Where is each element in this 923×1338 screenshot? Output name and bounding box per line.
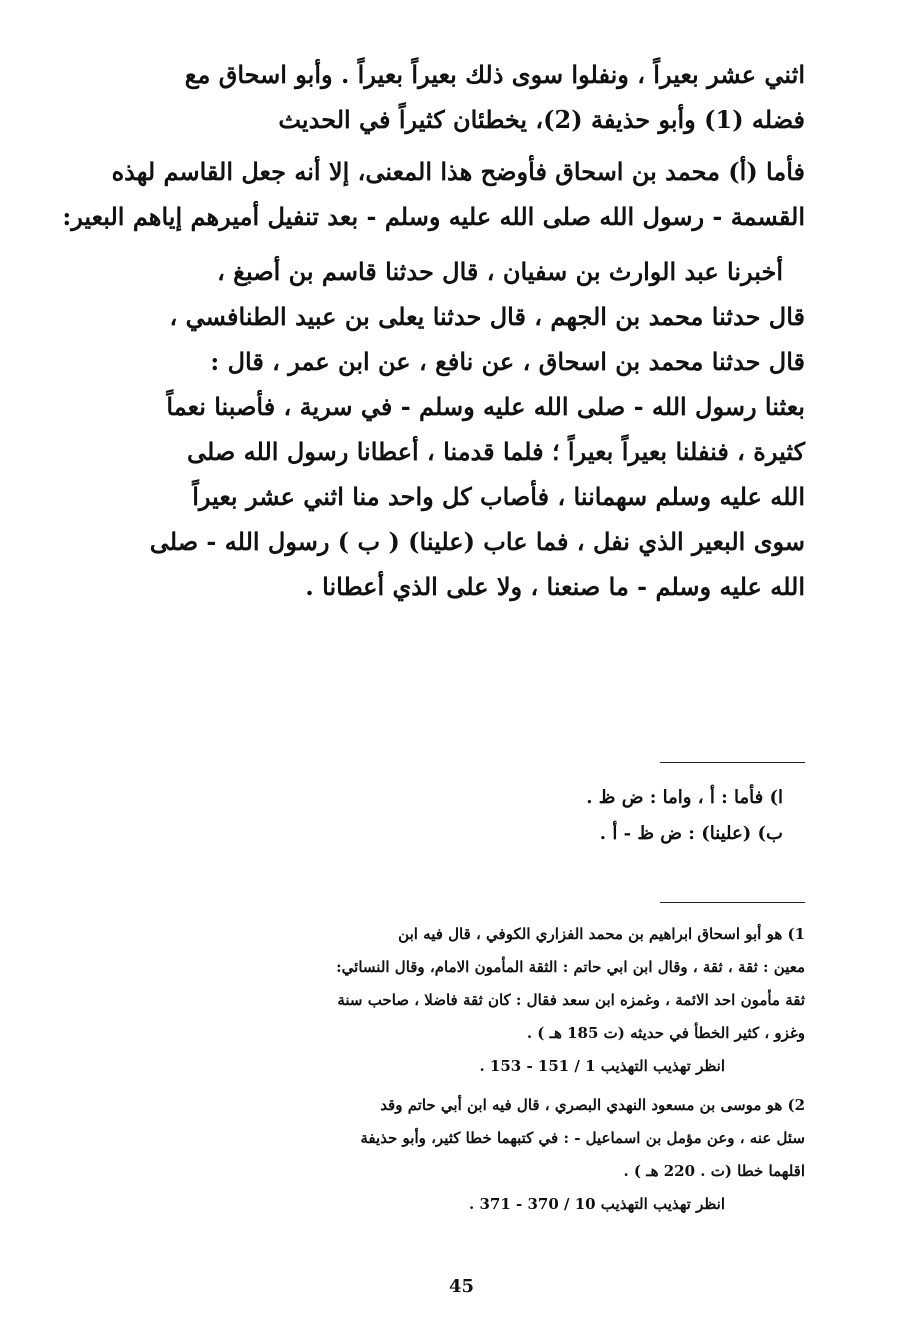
- text-line: فضله (1) وأبو حذيفة (2)، يخطئان كثيراً في الحديث: [278, 105, 805, 134]
- paragraph-2: [62, 149, 805, 249]
- text-line: قال حدثنا محمد بن الجهم ، قال حدثنا يعلى بن عبيد الطنافسي ،: [169, 302, 805, 331]
- variant-footnotes: [165, 780, 805, 852]
- paragraph-3: [165, 249, 805, 294]
- text-line: قال حدثنا محمد بن اسحاق ، عن نافع ، عن ابن عمر ، قال :: [210, 347, 805, 376]
- page-number: 45: [448, 1276, 475, 1297]
- note-line: سئل عنه ، وعن مؤمل بن اسماعيل - : في كتبهما خطا كثير، وأبو حذيفة: [360, 1129, 805, 1147]
- text-line: سوى البعير الذي نفل ، فما عاب (علينا) ( ب ) رسول الله - صلى: [149, 527, 805, 556]
- reference-line: انظر تهذيب التهذيب 10 / 370 - 371 .: [469, 1195, 725, 1213]
- text-line: الله عليه وسلم - ما صنعنا ، ولا على الذي أعطانا .: [305, 572, 805, 601]
- main-text: [62, 52, 805, 609]
- note-line: اقلهما خطا (ت . 220 هـ ) .: [623, 1162, 805, 1180]
- text-line: اثني عشر بعيراً ، ونفلوا سوى ذلك بعيراً بعيراً . وأبو اسحاق مع: [184, 60, 805, 89]
- biographical-notes: [165, 918, 805, 1221]
- variant-note: ب) (علينا) : ض ظ - أ .: [599, 823, 783, 844]
- paragraph-1: [165, 52, 805, 149]
- text-line: أخبرنا عبد الوارث بن سفيان ، قال حدثنا قاسم بن أصبغ ،: [217, 257, 783, 286]
- text-line: القسمة - رسول الله صلى الله عليه وسلم - بعد تنفيل أميرهم إياهم البعير:: [62, 202, 805, 231]
- reference-line: انظر تهذيب التهذيب 1 / 151 - 153 .: [479, 1057, 725, 1075]
- note-line: 1) هو أبو اسحاق ابراهيم بن محمد الفزاري الكوفي ، قال فيه ابن: [398, 925, 805, 943]
- footnote-separator: [660, 762, 805, 763]
- text-line: بعثنا رسول الله - صلى الله عليه وسلم - في سرية ، فأصبنا نعماً: [166, 392, 805, 421]
- text-line: فأما (أ) محمد بن اسحاق فأوضح هذا المعنى، إلا أنه جعل القاسم لهذه: [111, 157, 805, 186]
- note-line: معين : ثقة ، ثقة ، وقال ابن ابي حاتم : الثقة المأمون الامام، وقال النسائي:: [336, 958, 805, 976]
- paragraph-3-body: [149, 294, 805, 609]
- note-line: ثقة مأمون احد الائمة ، وغمزه ابن سعد فقال : كان ثقة فاضلا ، صاحب سنة: [337, 991, 805, 1009]
- note-line: 2) هو موسى بن مسعود النهدي البصري ، قال فيه ابن أبي حاتم وقد: [380, 1096, 805, 1114]
- note-line: وغزو ، كثير الخطأ في حديثه (ت 185 هـ ) .: [526, 1024, 805, 1042]
- footnote-separator: [660, 902, 805, 903]
- text-line: كثيرة ، فنفلنا بعيراً بعيراً ؛ فلما قدمنا ، أعطانا رسول الله صلى: [186, 437, 805, 466]
- variant-note: ا) فأما : أ ، واما : ض ظ .: [586, 787, 783, 808]
- text-line: الله عليه وسلم سهماننا ، فأصاب كل واحد منا اثني عشر بعيراً: [192, 482, 805, 511]
